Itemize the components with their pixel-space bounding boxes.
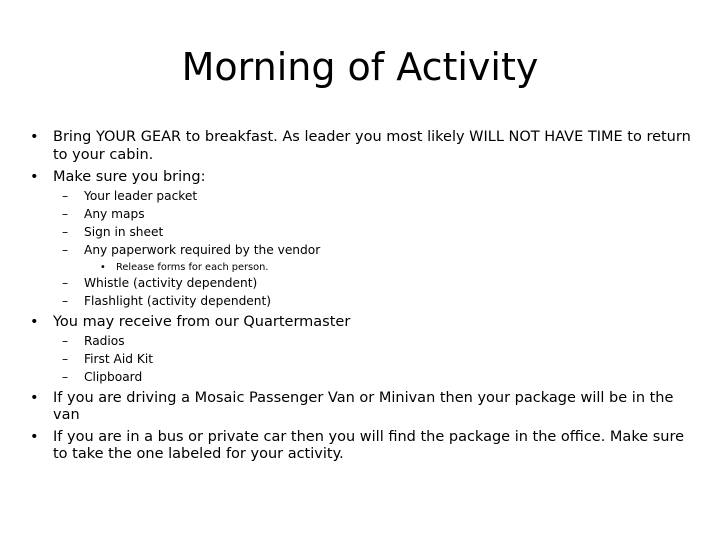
- dash-marker: –: [62, 243, 69, 257]
- bullet-text-line: Bring YOUR GEAR to breakfast. As leader you most likely WILL NOT HAVE TIME to return: [53, 129, 691, 145]
- bullet-text-line: You may receive from our Quartermaster: [53, 314, 351, 330]
- sub-item: Sign in sheet: [84, 225, 164, 239]
- dash-marker: –: [62, 334, 69, 348]
- dash-marker: –: [62, 225, 69, 239]
- dash-marker: –: [62, 370, 69, 384]
- sub-item: Whistle (activity dependent): [84, 276, 258, 290]
- sub-sub-item: Release forms for each person.: [116, 262, 269, 273]
- bullet-marker: •: [30, 314, 39, 330]
- bullet-text-line: to take the one labeled for your activity.: [53, 446, 344, 462]
- small-bullet-marker: •: [100, 262, 106, 273]
- bullet-text-line: If you are driving a Mosaic Passenger Van or Minivan then your package will be in the: [53, 390, 674, 406]
- sub-item: Your leader packet: [84, 189, 198, 203]
- dash-marker: –: [62, 207, 69, 221]
- slide-title: Morning of Activity: [181, 45, 539, 89]
- dash-marker: –: [62, 189, 69, 203]
- dash-marker: –: [62, 276, 69, 290]
- bullet-text-line: Make sure you bring:: [53, 169, 206, 185]
- bullet-text-line: van: [53, 407, 80, 423]
- sub-item: Flashlight (activity dependent): [84, 294, 272, 308]
- sub-item: Clipboard: [84, 370, 143, 384]
- dash-marker: –: [62, 294, 69, 308]
- sub-item: First Aid Kit: [84, 352, 154, 366]
- dash-marker: –: [62, 352, 69, 366]
- bullet-text-line: to your cabin.: [53, 147, 154, 163]
- bullet-marker: •: [30, 129, 39, 145]
- bullet-marker: •: [30, 169, 39, 185]
- sub-item: Any paperwork required by the vendor: [84, 243, 321, 257]
- bullet-text-line: If you are in a bus or private car then you will find the package in the office. Make sure: [53, 429, 685, 445]
- bullet-marker: •: [30, 429, 39, 445]
- bullet-marker: •: [30, 390, 39, 406]
- sub-item: Radios: [84, 334, 125, 348]
- sub-item: Any maps: [84, 207, 145, 221]
